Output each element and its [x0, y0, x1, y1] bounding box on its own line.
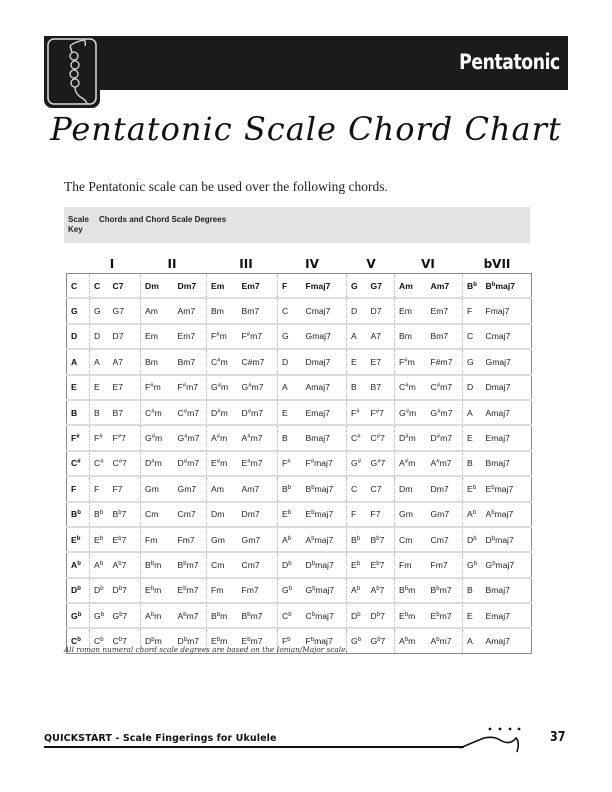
chord-cell: F — [278, 274, 302, 299]
chord-cell: $A^b7$ — [367, 578, 395, 603]
chord-cell: D#m — [207, 400, 238, 425]
scale-key-cell: C — [71, 280, 78, 291]
chord-cell: Am7 — [238, 476, 278, 501]
degree-label: IV — [305, 257, 319, 271]
chord-cell: $E^b$ — [278, 502, 302, 527]
chord-cell: Cm — [395, 527, 427, 552]
chord-cell: $A^b$ — [90, 552, 109, 577]
chord-cell: Cm — [141, 502, 174, 527]
chord-cell: B — [347, 375, 367, 400]
chord-cell: Am7 — [174, 298, 207, 323]
chord-cell: Em — [395, 298, 427, 323]
chord-cell: $E^b$ — [347, 552, 367, 577]
chord-cell: D — [278, 349, 302, 374]
chord-cell: Emaj7 — [302, 400, 347, 425]
chord-cell: C#m7 — [238, 349, 278, 374]
chord-cell: $A^bm$ — [395, 628, 427, 653]
chord-cell: E — [463, 603, 482, 628]
chord-cell: Dm7 — [427, 476, 463, 501]
chord-cell: B — [90, 400, 109, 425]
ukulele-string-icon — [460, 724, 530, 754]
chord-cell: D — [347, 298, 367, 323]
chord-cell: F#m7 — [174, 375, 207, 400]
chord-cell: $A^bm7$ — [427, 628, 463, 653]
chord-cell: $A^bmaj7$ — [482, 502, 532, 527]
chord-cell: $G^b$ — [278, 578, 302, 603]
chord-cell: A#m7 — [427, 451, 463, 476]
chord-cell: Gm7 — [238, 527, 278, 552]
chord-cell: A#m7 — [238, 425, 278, 450]
page-title: Pentatonic Scale Chord Chart — [50, 110, 562, 148]
chord-cell: $E^b7$ — [109, 527, 141, 552]
chord-cell: Gmaj7 — [302, 324, 347, 349]
chord-cell: C# — [347, 425, 367, 450]
chord-cell: G#m7 — [174, 425, 207, 450]
chord-cell: A — [278, 375, 302, 400]
chord-cell: C — [90, 274, 109, 299]
chord-cell: $G^b$ — [347, 628, 367, 653]
scale-key-cell: $E^b$ — [67, 527, 90, 552]
chord-cell: Bmaj7 — [482, 451, 532, 476]
chord-cell: G#m7 — [427, 400, 463, 425]
table-row — [67, 603, 532, 628]
chord-cell: G — [347, 274, 367, 299]
chord-cell: D7 — [109, 324, 141, 349]
chord-cell: Cm7 — [427, 527, 463, 552]
chord-cell: C#m — [141, 400, 174, 425]
chord-cell: $E^bm7$ — [174, 578, 207, 603]
chord-cell: $E^bmaj7$ — [302, 502, 347, 527]
chord-cell: $D^bm7$ — [174, 628, 207, 653]
scale-key-label: Scale Key — [68, 215, 89, 234]
chord-cell: Dm — [207, 502, 238, 527]
chord-cell: A#m — [395, 451, 427, 476]
chord-cell: $E^b$ — [90, 527, 109, 552]
chord-cell: Cmaj7 — [302, 298, 347, 323]
degree-label: VI — [421, 257, 435, 271]
chord-cell: Cm — [207, 552, 238, 577]
chord-cell: D#m7 — [427, 425, 463, 450]
chord-cell: B7 — [367, 375, 395, 400]
chord-cell: $B^bm7$ — [174, 552, 207, 577]
chord-cell: G#m — [141, 425, 174, 450]
chord-cell: $B^b$ — [90, 502, 109, 527]
chord-cell: F#7 — [367, 400, 395, 425]
chord-cell: G7 — [370, 280, 382, 291]
chord-cell: $D^b7$ — [109, 578, 141, 603]
chord-cell: $B^b$ — [278, 476, 302, 501]
chord-cell: Emaj7 — [482, 603, 532, 628]
chord-cell: A — [347, 324, 367, 349]
scale-key-cell: $B^b$ — [67, 502, 90, 527]
chord-cell: $B^bm7$ — [238, 603, 278, 628]
degree-label: II — [167, 257, 177, 271]
chord-cell: C#m — [395, 375, 427, 400]
chord-cell: Fm — [395, 552, 427, 577]
table-row — [67, 502, 532, 527]
chord-cell: C — [278, 298, 302, 323]
chord-cell: Amaj7 — [482, 628, 532, 653]
chord-cell: Am — [207, 476, 238, 501]
chord-cell: $B^b$ — [463, 274, 482, 299]
chord-cell: $E^bm$ — [207, 628, 238, 653]
chord-cell: Gm7 — [174, 476, 207, 501]
scale-key-cell: $D^b$ — [67, 578, 90, 603]
chord-cell: Em — [141, 324, 174, 349]
chord-cell: B — [278, 425, 302, 450]
chord-cell: Cm7 — [174, 502, 207, 527]
chord-cell: F — [463, 298, 482, 323]
scale-key-cell: C# — [67, 451, 90, 476]
chord-cell: $D^bmaj7$ — [302, 552, 347, 577]
footer-rule — [44, 746, 464, 748]
chord-cell: C7 — [112, 280, 124, 291]
chord-cell: $D^bmaj7$ — [482, 527, 532, 552]
chord-cell: $F^bmaj7$ — [302, 628, 347, 653]
table-row — [67, 451, 532, 476]
chord-cell: G — [463, 349, 482, 374]
chord-cell: D#m7 — [174, 451, 207, 476]
degree-label: I — [109, 257, 115, 271]
chord-cell: A — [90, 349, 109, 374]
chord-cell: A7 — [109, 349, 141, 374]
page-number: 37 — [550, 730, 566, 745]
section-title: Pentatonic — [459, 50, 560, 74]
chord-cell: Bmaj7 — [482, 578, 532, 603]
chord-cell: C#7 — [367, 425, 395, 450]
chord-cell: Em7 — [427, 298, 463, 323]
table-row — [67, 274, 532, 299]
chord-cell: $C^b$ — [278, 603, 302, 628]
scale-key-cell: B — [67, 400, 90, 425]
chord-cell: Gm — [207, 527, 238, 552]
chord-cell: F# — [347, 400, 367, 425]
ukulele-neck-icon — [44, 36, 100, 108]
table-row — [67, 324, 532, 349]
chord-cell: Fmaj7 — [482, 298, 532, 323]
chord-cell: $D^b$ — [278, 552, 302, 577]
chord-cell: D#m7 — [238, 400, 278, 425]
degree-label: III — [239, 257, 253, 271]
chord-cell: F#7 — [109, 425, 141, 450]
scale-key-cell: $G^b$ — [67, 603, 90, 628]
table-row — [67, 375, 532, 400]
chord-cell: $A^b$ — [463, 502, 482, 527]
chord-cell: $G^b7$ — [367, 628, 395, 653]
chord-cell: Fm — [141, 527, 174, 552]
table-row — [67, 578, 532, 603]
chord-cell: Fm7 — [238, 578, 278, 603]
scale-key-cell: E — [67, 375, 90, 400]
chord-cell: E — [347, 349, 367, 374]
chord-cell: $D^b$ — [347, 603, 367, 628]
chord-cell: Fm — [207, 578, 238, 603]
chord-cell: Em7 — [241, 280, 260, 291]
chord-cell: Dm7 — [177, 280, 197, 291]
chord-cell: G#m — [207, 375, 238, 400]
chord-cell: $G^bmaj7$ — [302, 578, 347, 603]
scale-key-cell: $C^b$ — [67, 628, 90, 653]
chord-cell: Dm — [395, 476, 427, 501]
chord-cell: $B^bmaj7$ — [302, 476, 347, 501]
chord-cell: Amaj7 — [482, 400, 532, 425]
chord-cell: $G^b$ — [463, 552, 482, 577]
scale-key-cell: F — [67, 476, 90, 501]
scale-degree-headers — [0, 257, 612, 271]
chord-cell: A — [463, 628, 482, 653]
chord-cell: $G^bmaj7$ — [482, 552, 532, 577]
chord-chart-table — [66, 273, 532, 654]
table-row — [67, 476, 532, 501]
chord-cell: Bm7 — [427, 324, 463, 349]
chord-cell: C#m7 — [174, 400, 207, 425]
chord-cell: Dmaj7 — [482, 375, 532, 400]
chord-cell: D#m — [141, 451, 174, 476]
chord-cell: E7 — [367, 349, 395, 374]
chord-cell: F#maj7 — [302, 451, 347, 476]
chord-cell: C#m — [207, 349, 238, 374]
chord-cell: B — [463, 578, 482, 603]
chord-cell: C#7 — [109, 451, 141, 476]
scale-key-cell: D — [67, 324, 90, 349]
chord-cell: $E^b$ — [463, 476, 482, 501]
chord-cell: C7 — [367, 476, 395, 501]
scale-key-cell: G — [67, 298, 90, 323]
chord-cell: Gm — [395, 502, 427, 527]
chord-cell: A — [463, 400, 482, 425]
chord-cell: $A^bmaj7$ — [302, 527, 347, 552]
degree-label: V — [366, 257, 376, 271]
chord-cell: Gm — [141, 476, 174, 501]
chord-cell: $D^b$ — [463, 527, 482, 552]
table-header-band — [64, 207, 530, 243]
chord-cell: $A^bm$ — [141, 603, 174, 628]
chord-cell: Em7 — [174, 324, 207, 349]
footnote: All roman numeral chord scale degrees are based on the Ionian/Major scale. — [64, 645, 348, 654]
chord-cell: $B^bmaj7$ — [485, 280, 515, 291]
chord-cell: Am — [395, 274, 427, 299]
chord-cell: $D^b7$ — [367, 603, 395, 628]
chord-cell: $F^b$ — [278, 628, 302, 653]
table-row — [67, 425, 532, 450]
chord-cell: $D^b$ — [90, 578, 109, 603]
chord-cell: $A^b$ — [278, 527, 302, 552]
scale-key-cell: F# — [67, 425, 90, 450]
chord-cell: $E^bm$ — [141, 578, 174, 603]
chord-cell: D7 — [367, 298, 395, 323]
chord-cell: $E^b7$ — [367, 552, 395, 577]
chord-cell: Dm — [141, 274, 174, 299]
chord-cell: C — [463, 324, 482, 349]
chord-cell: G — [90, 298, 109, 323]
chord-cell: F#m — [141, 375, 174, 400]
chord-cell: G#7 — [367, 451, 395, 476]
chord-cell: $G^b7$ — [109, 603, 141, 628]
section-tab — [44, 36, 100, 108]
chord-cell: E7 — [109, 375, 141, 400]
chord-cell: F#m — [207, 324, 238, 349]
scale-key-cell: $A^b$ — [67, 552, 90, 577]
chord-cell: C — [347, 476, 367, 501]
chord-cell: $B^bm$ — [395, 578, 427, 603]
chord-cell: $C^bmaj7$ — [302, 603, 347, 628]
chord-cell: F# — [90, 425, 109, 450]
chord-cell: Dm7 — [238, 502, 278, 527]
chord-cell: Bm7 — [238, 298, 278, 323]
chord-cell: $B^b$ — [347, 527, 367, 552]
chord-cell: A#m — [207, 425, 238, 450]
chord-cell: Em — [207, 274, 238, 299]
chord-cell: C# — [90, 451, 109, 476]
chord-cell: Emaj7 — [482, 425, 532, 450]
chord-cell: F#m — [395, 349, 427, 374]
chord-cell: F#m7 — [238, 324, 278, 349]
table-row — [67, 400, 532, 425]
chord-cell: B7 — [109, 400, 141, 425]
chord-cell: G# — [347, 451, 367, 476]
chord-cell: $A^b$ — [347, 578, 367, 603]
chord-cell: Bmaj7 — [302, 425, 347, 450]
chord-cell: $B^b7$ — [367, 527, 395, 552]
chord-cell: Gmaj7 — [482, 349, 532, 374]
chord-cell: $E^bm7$ — [427, 603, 463, 628]
degree-label: bVII — [483, 257, 511, 271]
chord-cell: $D^bm$ — [141, 628, 174, 653]
chord-cell: C#m7 — [427, 375, 463, 400]
table-row — [67, 552, 532, 577]
chord-cell: $E^bmaj7$ — [482, 476, 532, 501]
chord-cell: E — [278, 400, 302, 425]
chord-cell: F7 — [367, 502, 395, 527]
chord-cell: G#m7 — [238, 375, 278, 400]
chord-cell: Bm7 — [174, 349, 207, 374]
chord-cell: F7 — [109, 476, 141, 501]
footer-book-title: QUICKSTART - Scale Fingerings for Ukulele — [44, 733, 277, 744]
table-row — [67, 527, 532, 552]
chord-cell: G — [278, 324, 302, 349]
chord-cell: $C^b$ — [90, 628, 109, 653]
chord-cell: G#m — [395, 400, 427, 425]
chord-cell: F — [90, 476, 109, 501]
chord-cell: Fm7 — [174, 527, 207, 552]
chord-cell: Dmaj7 — [302, 349, 347, 374]
chord-cell: F#m7 — [427, 349, 463, 374]
chord-cell: $B^bm$ — [207, 603, 238, 628]
chord-cell: D — [90, 324, 109, 349]
chord-cell: Amaj7 — [302, 375, 347, 400]
chord-cell: E — [90, 375, 109, 400]
chords-degrees-label: Chords and Chord Scale Degrees — [99, 215, 227, 224]
chord-cell: Am7 — [430, 280, 450, 291]
chord-cell: D — [463, 375, 482, 400]
intro-text: The Pentatonic scale can be used over the following chords. — [64, 179, 388, 194]
chord-cell: $B^b7$ — [109, 502, 141, 527]
chord-cell: $A^b7$ — [109, 552, 141, 577]
chord-cell: Bm — [395, 324, 427, 349]
chord-cell: Bm — [141, 349, 174, 374]
chord-cell: $E^bm$ — [395, 603, 427, 628]
chord-cell: A7 — [367, 324, 395, 349]
chord-cell: Fm7 — [427, 552, 463, 577]
chord-cell: Gm7 — [427, 502, 463, 527]
table-row — [67, 349, 532, 374]
chord-cell: $B^bm$ — [141, 552, 174, 577]
chord-cell: $A^bm7$ — [174, 603, 207, 628]
chord-cell: $B^bm7$ — [427, 578, 463, 603]
chord-cell: Cmaj7 — [482, 324, 532, 349]
chord-cell: Cm7 — [238, 552, 278, 577]
chord-cell: B — [463, 451, 482, 476]
chord-cell: F# — [278, 451, 302, 476]
chord-cell: E — [463, 425, 482, 450]
chord-cell: Bm — [207, 298, 238, 323]
chord-cell: $G^b$ — [90, 603, 109, 628]
chord-cell: $C^b7$ — [109, 628, 141, 653]
chord-cell: Am — [141, 298, 174, 323]
table-row — [67, 298, 532, 323]
chord-cell: Fmaj7 — [305, 280, 331, 291]
chord-cell: F — [347, 502, 367, 527]
chord-cell: E#m7 — [238, 451, 278, 476]
chord-cell: D#m — [395, 425, 427, 450]
scale-key-cell: A — [67, 349, 90, 374]
chord-cell: E#m — [207, 451, 238, 476]
chord-cell: G7 — [109, 298, 141, 323]
chord-cell: $E^bm7$ — [238, 628, 278, 653]
